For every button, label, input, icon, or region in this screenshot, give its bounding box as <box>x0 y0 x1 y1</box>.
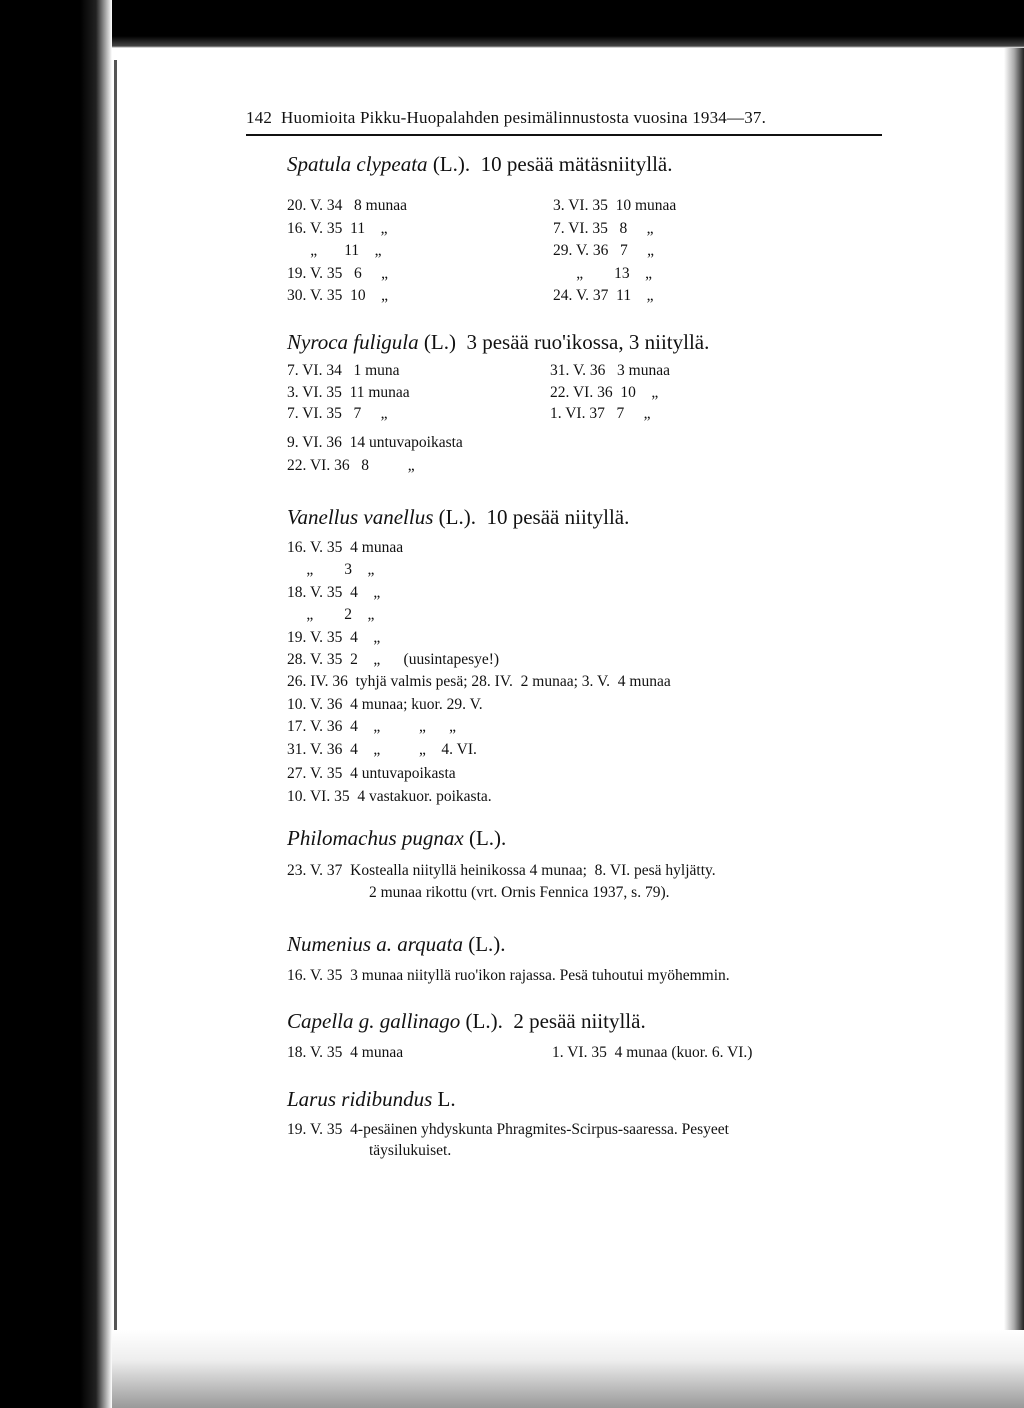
record-list <box>287 537 671 761</box>
record-line: 10. VI. 35 4 vastakuor. poikasta. <box>287 788 492 805</box>
species-heading-philomachus <box>287 826 506 851</box>
species-heading-capella <box>287 1009 646 1034</box>
species-heading-vanellus <box>287 505 629 530</box>
species-author: (L.). <box>468 826 507 850</box>
record-line: 7. VI. 35 8 „ <box>553 219 654 237</box>
record-list-right <box>553 195 676 308</box>
record-list-chicks <box>287 762 492 808</box>
species-heading-larus <box>287 1087 456 1112</box>
species-author: (L.). <box>468 932 506 956</box>
record-list-right <box>550 360 670 425</box>
species-name: Spatula clypeata <box>287 152 428 176</box>
record-line: 16. V. 35 4 munaa <box>287 539 404 556</box>
record-list-left <box>287 195 407 308</box>
record-line: 22. VI. 36 10 „ <box>550 383 659 401</box>
species-summary: 10 pesää mätäsniityllä. <box>480 152 673 176</box>
species-name: Numenius a. arquata <box>287 932 463 956</box>
record-line: 10. V. 36 4 munaa; kuor. 29. V. <box>287 695 483 713</box>
record-list-left <box>287 360 410 425</box>
record-line: 3. VI. 35 11 munaa <box>287 383 410 401</box>
record-line: 24. V. 37 11 „ <box>553 287 654 304</box>
record-line-continued: täysilukuiset. <box>369 1142 452 1159</box>
record-line: 9. VI. 36 14 untuvapoikasta <box>287 434 463 451</box>
species-author: (L.). <box>438 505 476 529</box>
record-line-left: 18. V. 35 4 munaa <box>287 1044 404 1061</box>
header-rule <box>246 134 882 136</box>
record-line: 22. VI. 36 8 „ <box>287 457 415 474</box>
record-line: 3. VI. 35 10 munaa <box>553 197 677 214</box>
species-name: Vanellus vanellus <box>287 505 434 529</box>
species-author: (L.). <box>465 1009 503 1033</box>
species-heading-nyroca <box>287 330 709 355</box>
record-line: 27. V. 35 4 untuvapoikasta <box>287 765 456 782</box>
header-title: Huomioita Pikku-Huopalahden pesimälinnustosta vuosina 1934—37. <box>281 108 767 127</box>
species-heading-spatula <box>287 152 673 177</box>
record-line: 20. V. 34 8 munaa <box>287 197 407 214</box>
record-line: 17. V. 36 4 „ „ „ <box>287 718 457 736</box>
record-list-extra <box>287 431 463 477</box>
species-summary: 2 pesää niityllä. <box>513 1009 646 1033</box>
record-line: 28. V. 35 2 „ (uusintapesye!) <box>287 651 500 669</box>
record-line: 19. V. 35 4 „ <box>287 628 381 646</box>
record-line: 16. V. 35 11 „ <box>287 219 388 237</box>
record-line: 19. V. 35 4-pesäinen yhdyskunta Phragmites-Scirpus-saaressa. Pesyeet <box>287 1121 729 1138</box>
record-line-right: 1. VI. 35 4 munaa (kuor. 6. VI.) <box>552 1044 753 1061</box>
record-line: 7. VI. 35 7 „ <box>287 405 388 422</box>
record-line: 31. V. 36 3 munaa <box>550 362 670 379</box>
species-name: Capella g. gallinago <box>287 1009 461 1033</box>
record-line: „ 13 „ <box>553 264 653 282</box>
species-author: (L.). <box>432 152 471 176</box>
record-line: 23. V. 37 Kostealla niityllä heinikossa 4 munaa; 8. VI. pesä hyljätty. <box>287 862 716 879</box>
species-author: (L.) <box>423 330 456 354</box>
record-line: 30. V. 35 10 „ <box>287 287 389 304</box>
page-number: 142 <box>246 108 273 127</box>
record-line: 16. V. 35 3 munaa niityllä ruo'ikon rajassa. Pesä tuhoutui myöhemmin. <box>287 967 730 984</box>
species-summary: 10 pesää niityllä. <box>486 505 630 529</box>
record-line: 1. VI. 37 7 „ <box>550 405 651 422</box>
record-line-continued: 2 munaa rikottu (vrt. Ornis Fennica 1937, s. 79). <box>369 884 670 901</box>
species-author: L. <box>437 1087 456 1111</box>
record-line: 31. V. 36 4 „ „ 4. VI. <box>287 740 477 758</box>
species-name: Philomachus pugnax <box>287 826 464 850</box>
species-name: Larus ridibundus <box>287 1087 433 1111</box>
record-line: „ 3 „ <box>287 561 375 579</box>
record-line: 18. V. 35 4 „ <box>287 583 381 601</box>
species-heading-numenius <box>287 932 506 957</box>
record-line: „ 11 „ <box>287 242 382 259</box>
record-line: 29. V. 36 7 „ <box>553 242 655 259</box>
record-line: 7. VI. 34 1 muna <box>287 362 400 379</box>
record-line: 26. IV. 36 tyhjä valmis pesä; 28. IV. 2 munaa; 3. V. 4 munaa <box>287 673 671 691</box>
record-line: 19. V. 35 6 „ <box>287 264 389 282</box>
species-summary: 3 pesää ruo'ikossa, 3 niityllä. <box>466 330 710 354</box>
record-line: „ 2 „ <box>287 606 375 624</box>
species-name: Nyroca fuligula <box>287 330 419 354</box>
running-header <box>246 108 866 128</box>
